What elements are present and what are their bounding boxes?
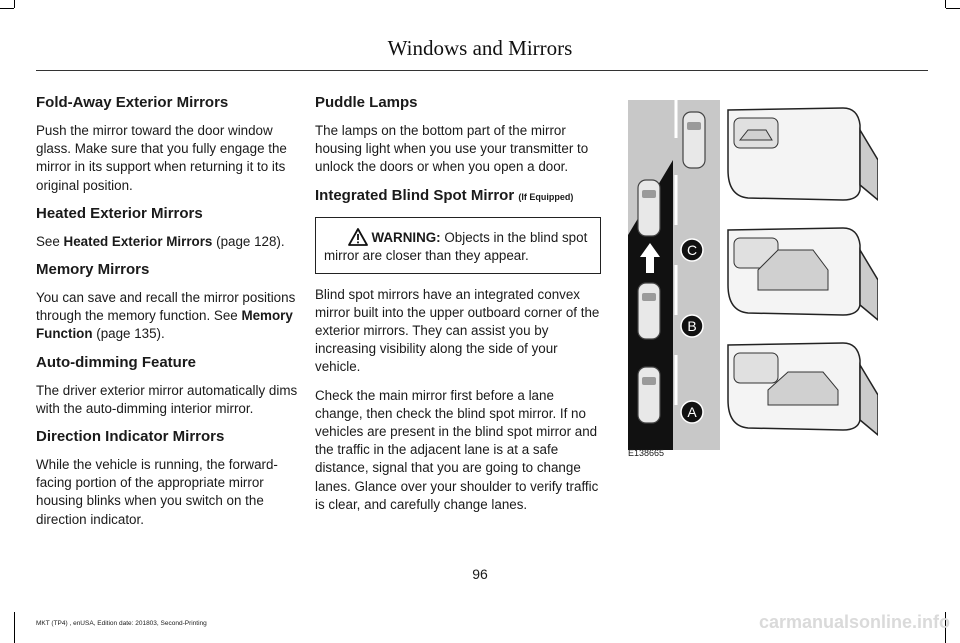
section-text: While the vehicle is running, the forward-facing portion of the appropriate mirror housing blinks when you switch on the direction indicator. — [36, 457, 278, 527]
left-column — [36, 94, 304, 539]
section-text: Check the main mirror first before a lane change, then check the blind spot mirror. If no vehicles are present in the blind spot mirror and the traffic in the adjacent lane is at a safe distance, signal that you are going to change lanes. Glance over your shoulder to verify traffic is clear, and carefully change lanes. — [315, 387, 599, 512]
figure-label-a: A — [687, 404, 697, 420]
section-title: Integrated Blind Spot Mirror (If Equipped) — [315, 186, 574, 204]
warning-text: Objects in the blind spot mirror are closer than they appear. — [324, 229, 588, 263]
crop-mark — [0, 8, 14, 9]
middle-column — [315, 94, 601, 524]
footer-text: MKT (TP4) , enUSA, Edition date: 201803, Second-Printing — [36, 620, 207, 627]
warning-icon — [348, 228, 368, 246]
page-number: 96 — [472, 566, 488, 582]
cross-reference: Heated Exterior Mirrors — [63, 233, 213, 249]
section-title: Puddle Lamps — [315, 94, 418, 111]
crop-mark — [14, 0, 15, 8]
section-text: See Heated Exterior Mirrors (page 128). — [36, 233, 285, 249]
section-text: The lamps on the bottom part of the mirror housing light when you use your transmitter to unlock the doors or when you open a door. — [315, 123, 589, 175]
section-title: Auto-dimming Feature — [36, 353, 196, 371]
header-divider — [36, 70, 928, 71]
crop-mark — [945, 0, 946, 8]
section-text: You can save and recall the mirror positions through the memory function. See Memory Function (page 135). — [36, 290, 296, 342]
section-text: Blind spot mirrors have an integrated convex mirror built into the upper outboard corner of the exterior mirrors. They can assist you by increasing visibility along the side of your vehicle. — [315, 286, 600, 375]
section-title: Heated Exterior Mirrors — [36, 204, 203, 222]
section-text: Push the mirror toward the door window glass. Make sure that you fully engage the mirror in its support when returning it to its original position. — [36, 123, 287, 193]
crop-mark — [14, 612, 15, 643]
section-title: Fold-Away Exterior Mirrors — [36, 94, 229, 111]
cross-reference: Memory Function — [36, 308, 293, 342]
section-title: Memory Mirrors — [36, 261, 150, 279]
equipment-note: (If Equipped) — [518, 191, 574, 202]
blind-spot-mirror-illustration — [628, 100, 878, 460]
watermark: carmanualsonline.info — [758, 612, 950, 632]
warning-box — [315, 217, 601, 274]
page-title: Windows and Mirrors — [387, 36, 573, 60]
section-title: Direction Indicator Mirrors — [36, 428, 225, 446]
section-text: The driver exterior mirror automatically dims with the auto-dimming interior mirror. — [36, 382, 298, 416]
figure-code: E138665 — [628, 448, 665, 458]
warning-label: WARNING: — [371, 229, 441, 245]
figure-label-c: C — [686, 242, 698, 258]
crop-mark — [946, 8, 960, 9]
figure-label-b: B — [687, 318, 697, 334]
